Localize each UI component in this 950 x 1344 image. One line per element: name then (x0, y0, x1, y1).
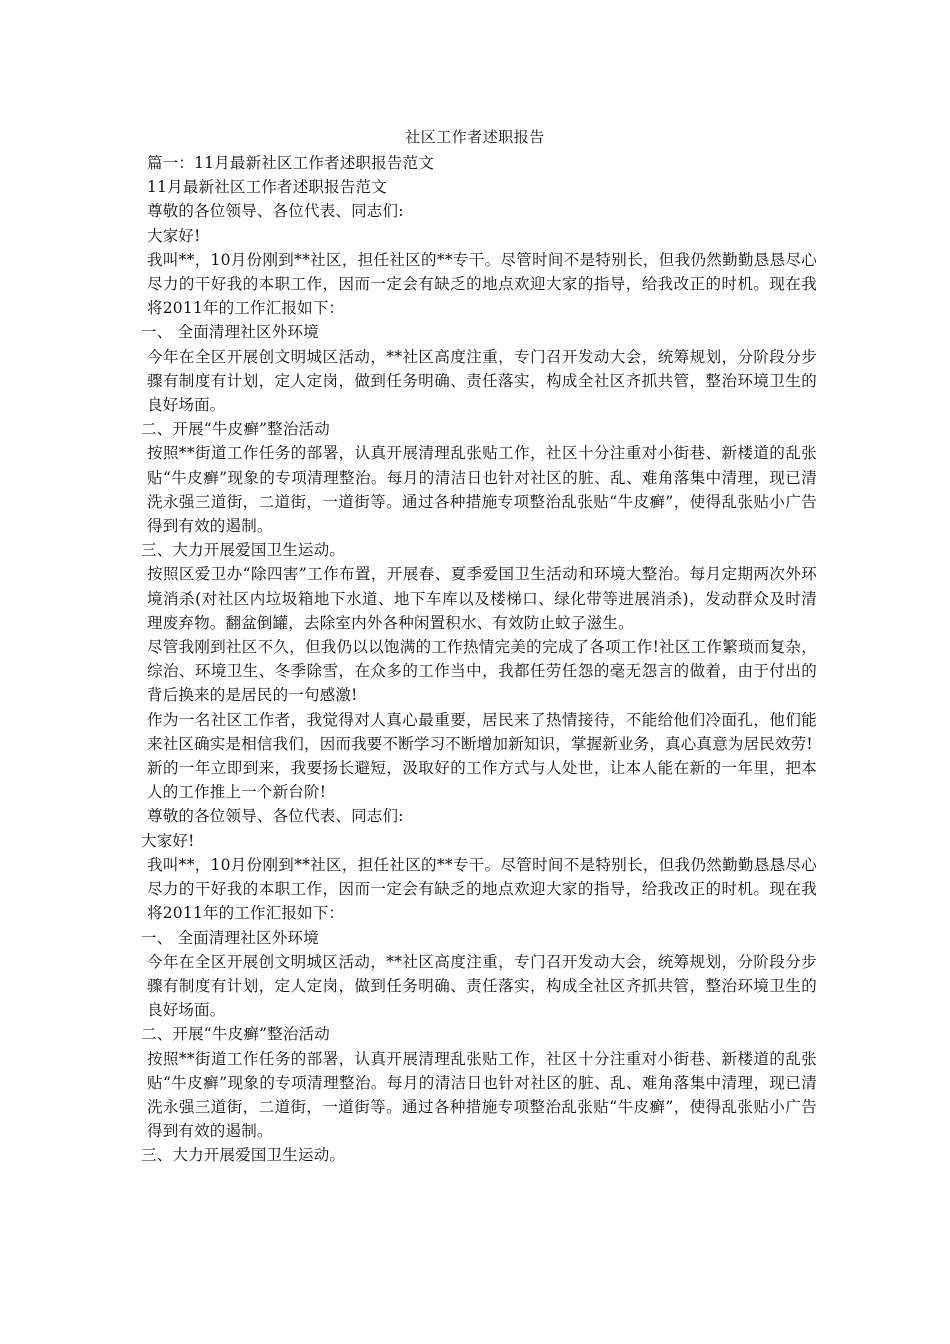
paragraph: 二、开展“牛皮癣”整治活动 (141, 1025, 330, 1044)
paragraph: 一、 全面清理社区外环境 (141, 928, 319, 947)
paragraph: 新的一年立即到来，我要扬长避短，汲取好的工作方式与人处世，让本人能在新的一年里，把本人的工作推上一个新台阶! (147, 759, 817, 802)
paragraph: 一、 全面清理社区外环境 (141, 323, 319, 342)
paragraph: 11月最新社区工作者述职报告范文 (147, 178, 387, 197)
paragraph: 作为一名社区工作者，我觉得对人真心最重要，居民来了热情接待，不能给他们冷面孔，他们能来社区确实是相信我们，因而我要不断学习不断增加新知识，掌握新业务，真心真意为居民效劳! (147, 710, 817, 753)
paragraph: 三、大力开展爱国卫生运动。 (141, 541, 346, 560)
paragraph: 今年在全区开展创文明城区活动，**社区高度注重，专门召开发动大会，统筹规划，分阶段分步骤有制度有计划，定人定岗，做到任务明确、责任落实，构成全社区齐抓共管，整治环境卫生的良好场面。 (147, 347, 817, 415)
paragraph: 尽管我刚到社区不久，但我仍以以饱满的工作热情完美的完成了各项工作!社区工作繁琐而复杂，综治、环境卫生、冬季除雪，在众多的工作当中，我都任劳任怨的毫无怨言的做着，由于付出的背后换来的是居民的一句感激! (147, 638, 817, 705)
paragraph: 今年在全区开展创文明城区活动，**社区高度注重，专门召开发动大会，统筹规划，分阶段分步骤有制度有计划，定人定岗，做到任务明确、责任落实，构成全社区齐抓共管，整治环境卫生的良好场面。 (147, 952, 817, 1020)
paragraph: 篇一：11月最新社区工作者述职报告范文 (147, 154, 435, 172)
paragraph: 我叫**，10月份刚到**社区，担任社区的**专干。尽管时间不是特别长，但我仍然勤勤恳恳尽心尽力的干好我的本职工作，因而一定会有缺乏的地点欢迎大家的指导，给我改正的时机。现在我将2011年的工作汇报如下： (147, 250, 817, 318)
paragraph: 二、开展“牛皮癣”整治活动 (141, 420, 330, 439)
paragraph: 按照区爱卫办“除四害”工作布置，开展春、夏季爱国卫生活动和环境大整治。每月定期两次外环境消杀(对社区内垃圾箱地下水道、地下车库以及楼梯口、绿化带等进展消杀)，发动群众及时清理废弃物。翻盆倒罐，去除室内外各种闲置积水、有效防止蚊子滋生。 (147, 565, 817, 632)
paragraph: 尊敬的各位领导、各位代表、同志们: (147, 202, 404, 221)
paragraph: 我叫**，10月份刚到**社区，担任社区的**专干。尽管时间不是特别长，但我仍然勤勤恳恳尽心尽力的干好我的本职工作，因而一定会有缺乏的地点欢迎大家的指导，给我改正的时机。现在我将2011年的工作汇报如下： (147, 855, 817, 923)
paragraph: 三、大力开展爱国卫生运动。 (141, 1146, 346, 1165)
paragraph: 尊敬的各位领导、各位代表、同志们: (147, 807, 404, 826)
paragraph: 按照**街道工作任务的部署，认真开展清理乱张贴工作，社区十分注重对小街巷、新楼道的乱张贴“牛皮癣”现象的专项清理整治。每月的清洁日也针对社区的脏、乱、难角落集中清理，现已清洗永强三道街，二道街，一道街等。通过各种措施专项整治乱张贴“牛皮癣”，使得乱张贴小广告得到有效的遏制。 (147, 1049, 817, 1141)
paragraph: 大家好! (141, 831, 195, 850)
document-title: 社区工作者述职报告 (405, 128, 545, 146)
paragraph: 大家好! (147, 226, 201, 245)
document-body (141, 151, 817, 1168)
paragraph: 按照**街道工作任务的部署，认真开展清理乱张贴工作，社区十分注重对小街巷、新楼道的乱张贴“牛皮癣”现象的专项清理整治。每月的清洁日也针对社区的脏、乱、难角落集中清理，现已清洗永强三道街，二道街，一道街等。通过各种措施专项整治乱张贴“牛皮癣”，使得乱张贴小广告得到有效的遏制。 (147, 444, 817, 536)
